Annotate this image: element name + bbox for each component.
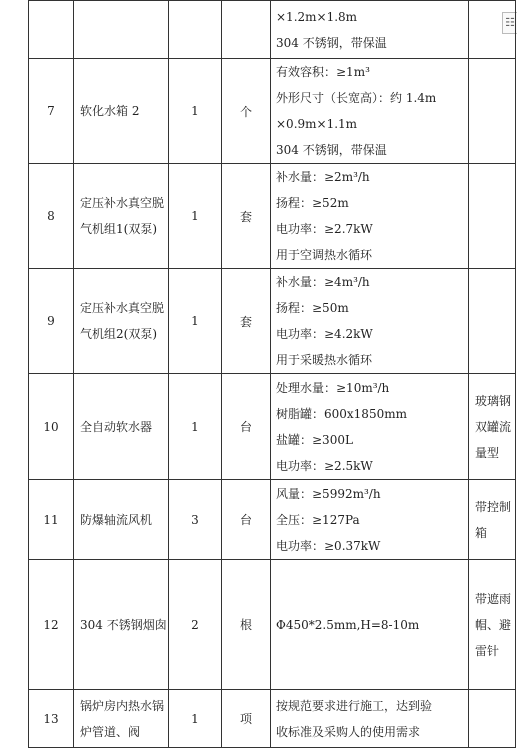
unit: 台: [222, 480, 271, 560]
specification: [271, 480, 469, 560]
spec-line: 补水量：≥2m³/h: [276, 170, 370, 184]
spec-line: 补水量：≥4m³/h: [276, 275, 370, 289]
spec-line: 外形尺寸（长宽高）：约 1.4m: [276, 91, 437, 105]
quantity: 1: [169, 374, 222, 480]
spec-line: 全压：≥127Pa: [276, 512, 360, 527]
spec-line: 用于采暖热水循环: [276, 353, 373, 367]
equipment-name: 锅炉房内热水锅炉管道、阀: [74, 690, 169, 748]
spec-line: 电功率：≥2.7kW: [276, 222, 373, 236]
spec-line: ×1.2m×1.8m: [276, 9, 358, 24]
row-number: 12: [29, 560, 74, 690]
equipment-name: 304 不锈钢烟囱: [74, 560, 169, 690]
table-row: [29, 690, 516, 748]
table-row: [29, 164, 516, 269]
equipment-name: 防爆轴流风机: [74, 480, 169, 560]
quantity: 2: [169, 560, 222, 690]
row-number: 7: [29, 59, 74, 164]
spec-line: 电功率：≥2.5kW: [276, 458, 373, 473]
equipment-name: [74, 1, 169, 59]
remark: [469, 690, 516, 748]
spec-line: 电功率：≥0.37kW: [276, 538, 381, 553]
quantity: [169, 1, 222, 59]
table-row: [29, 269, 516, 374]
quantity: 3: [169, 480, 222, 560]
table-row: [29, 59, 516, 164]
specification: [271, 560, 469, 690]
spec-line: 304 不锈钢，带保温: [276, 143, 387, 157]
quantity: 1: [169, 269, 222, 374]
table-row: [29, 374, 516, 480]
table-row: [29, 1, 516, 59]
equipment-name: 软化水箱 2: [74, 59, 169, 164]
unit: [222, 1, 271, 59]
unit: 个: [222, 59, 271, 164]
spec-line: 处理水量：≥10m³/h: [276, 380, 390, 395]
unit: 套: [222, 269, 271, 374]
equipment-name: 全自动软水器: [74, 374, 169, 480]
unit: 项: [222, 690, 271, 748]
remark: 玻璃钢双罐流量型: [469, 374, 516, 480]
spec-line: 用于空调热水循环: [276, 248, 373, 262]
spec-line: 树脂罐：600x1850mm: [276, 406, 407, 421]
spec-line: 304 不锈钢，带保温: [276, 35, 387, 50]
unit: 套: [222, 164, 271, 269]
quantity: 1: [169, 690, 222, 748]
remark: [469, 59, 516, 164]
equipment-name: 定压补水真空脱气机组1(双泵): [74, 164, 169, 269]
row-number: 13: [29, 690, 74, 748]
table-row: [29, 560, 516, 690]
table-row: [29, 480, 516, 560]
spec-line: 盐罐：≥300L: [276, 432, 353, 447]
quantity: 1: [169, 164, 222, 269]
spec-line: 扬程：≥50m: [276, 301, 349, 315]
unit: 根: [222, 560, 271, 690]
specification: [271, 269, 469, 374]
spec-line: 扬程：≥52m: [276, 196, 349, 210]
spec-line: 收标准及采购人的使用需求: [276, 724, 421, 739]
specification: [271, 164, 469, 269]
row-number: 9: [29, 269, 74, 374]
remark: [469, 269, 516, 374]
specification: [271, 1, 469, 59]
row-number: 10: [29, 374, 74, 480]
specification: [271, 374, 469, 480]
row-number: 11: [29, 480, 74, 560]
spec-line: ×0.9m×1.1m: [276, 117, 358, 131]
remark: [469, 164, 516, 269]
row-number: [29, 1, 74, 59]
row-number: 8: [29, 164, 74, 269]
equipment-table: [28, 0, 516, 748]
sidebar-toggle-icon[interactable]: ☷: [502, 12, 517, 34]
remark: 带控制箱: [469, 480, 516, 560]
spec-line: 按规范要求进行施工，达到验: [276, 698, 433, 713]
spec-line: Φ450*2.5mm,H=8-10m: [276, 617, 420, 632]
unit: 台: [222, 374, 271, 480]
specification: [271, 59, 469, 164]
remark: [469, 1, 516, 59]
spec-line: 风量：≥5992m³/h: [276, 486, 381, 501]
spec-line: 有效容积：≥1m³: [276, 65, 370, 79]
equipment-name: 定压补水真空脱气机组2(双泵): [74, 269, 169, 374]
remark: 带遮雨帽、避雷针: [469, 560, 516, 690]
spec-line: 电功率：≥4.2kW: [276, 327, 373, 341]
specification: [271, 690, 469, 748]
quantity: 1: [169, 59, 222, 164]
